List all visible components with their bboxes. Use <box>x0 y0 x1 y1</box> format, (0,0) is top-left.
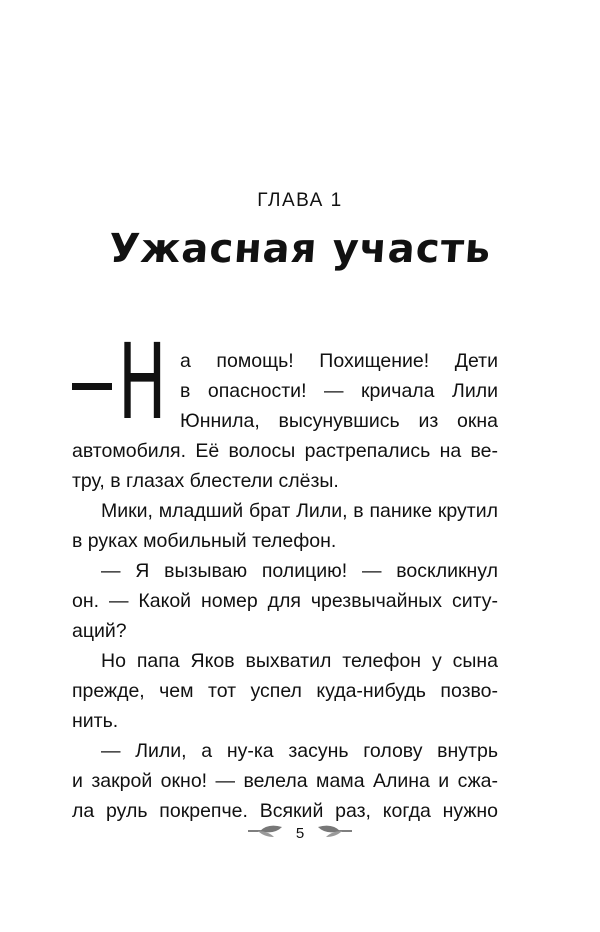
leaf-ornament-right-icon <box>314 822 354 845</box>
text-line: автомобиля. Её волосы растрепались на ве- <box>72 440 498 462</box>
text-line: Но папа Яков выхватил телефон у сына <box>101 650 498 672</box>
drop-cap-dash <box>72 383 112 390</box>
text-line: аций? <box>72 620 127 642</box>
text-line: тру, в глазах блестели слёзы. <box>72 470 339 492</box>
chapter-label: ГЛАВА 1 <box>257 190 343 211</box>
text-line: прежде, чем тот успел куда-нибудь позво- <box>72 680 498 702</box>
text-line: в руках мобильный телефон. <box>72 530 337 552</box>
drop-cap-letter: Н <box>118 321 167 443</box>
chapter-title: Ужасная участь <box>107 226 493 272</box>
text-line: ла руль покрепче. Всякий раз, когда нужно <box>72 800 498 822</box>
text-line: он. — Какой номер для чрезвычайных ситу- <box>72 590 498 612</box>
page-footer <box>0 822 600 845</box>
text-line: а помощь! Похищение! Дети <box>180 350 498 372</box>
leaf-ornament-left-icon <box>246 822 286 845</box>
text-line: Юннила, высунувшись из окна <box>180 410 498 432</box>
text-line: Мики, младший брат Лили, в панике крутил <box>101 500 498 522</box>
text-line: в опасности! — кричала Лили <box>180 380 498 402</box>
text-line: — Лили, а ну-ка засунь голову внутрь <box>101 740 498 762</box>
text-line: — Я вызываю полицию! — воскликнул <box>101 560 498 582</box>
text-line: и закрой окно! — велела мама Алина и сжа- <box>72 770 498 792</box>
drop-cap <box>72 321 196 443</box>
page-number: 5 <box>295 825 305 842</box>
text-line: нить. <box>72 710 119 732</box>
